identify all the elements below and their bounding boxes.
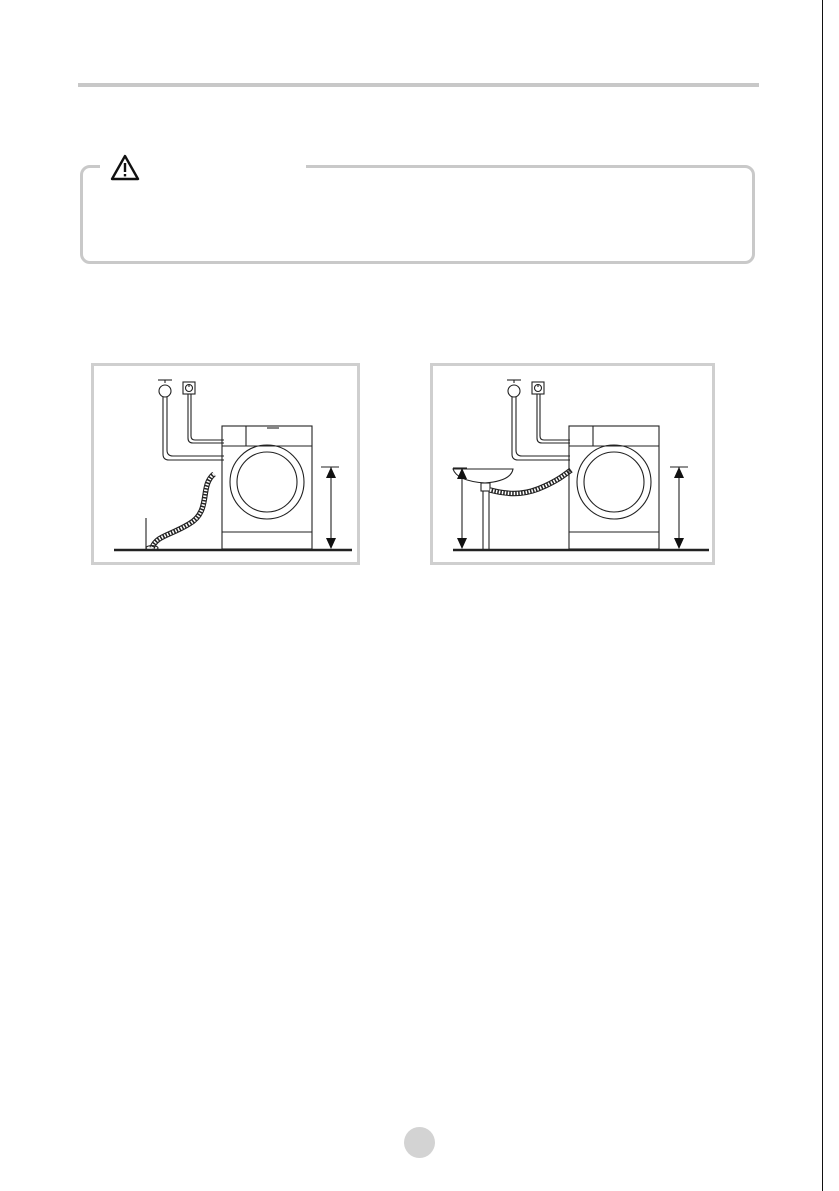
- caution-box: [80, 165, 755, 264]
- figure-floor-drain: [91, 363, 360, 565]
- header-rule: [78, 83, 759, 87]
- page-number-badge: [404, 1127, 435, 1158]
- floor-drain-diagram: [94, 366, 363, 568]
- page-edge-line: [822, 0, 823, 1191]
- sink-drain-diagram: [433, 366, 718, 568]
- figure-sink-drain: [430, 363, 715, 565]
- warning-triangle-icon: [110, 154, 140, 181]
